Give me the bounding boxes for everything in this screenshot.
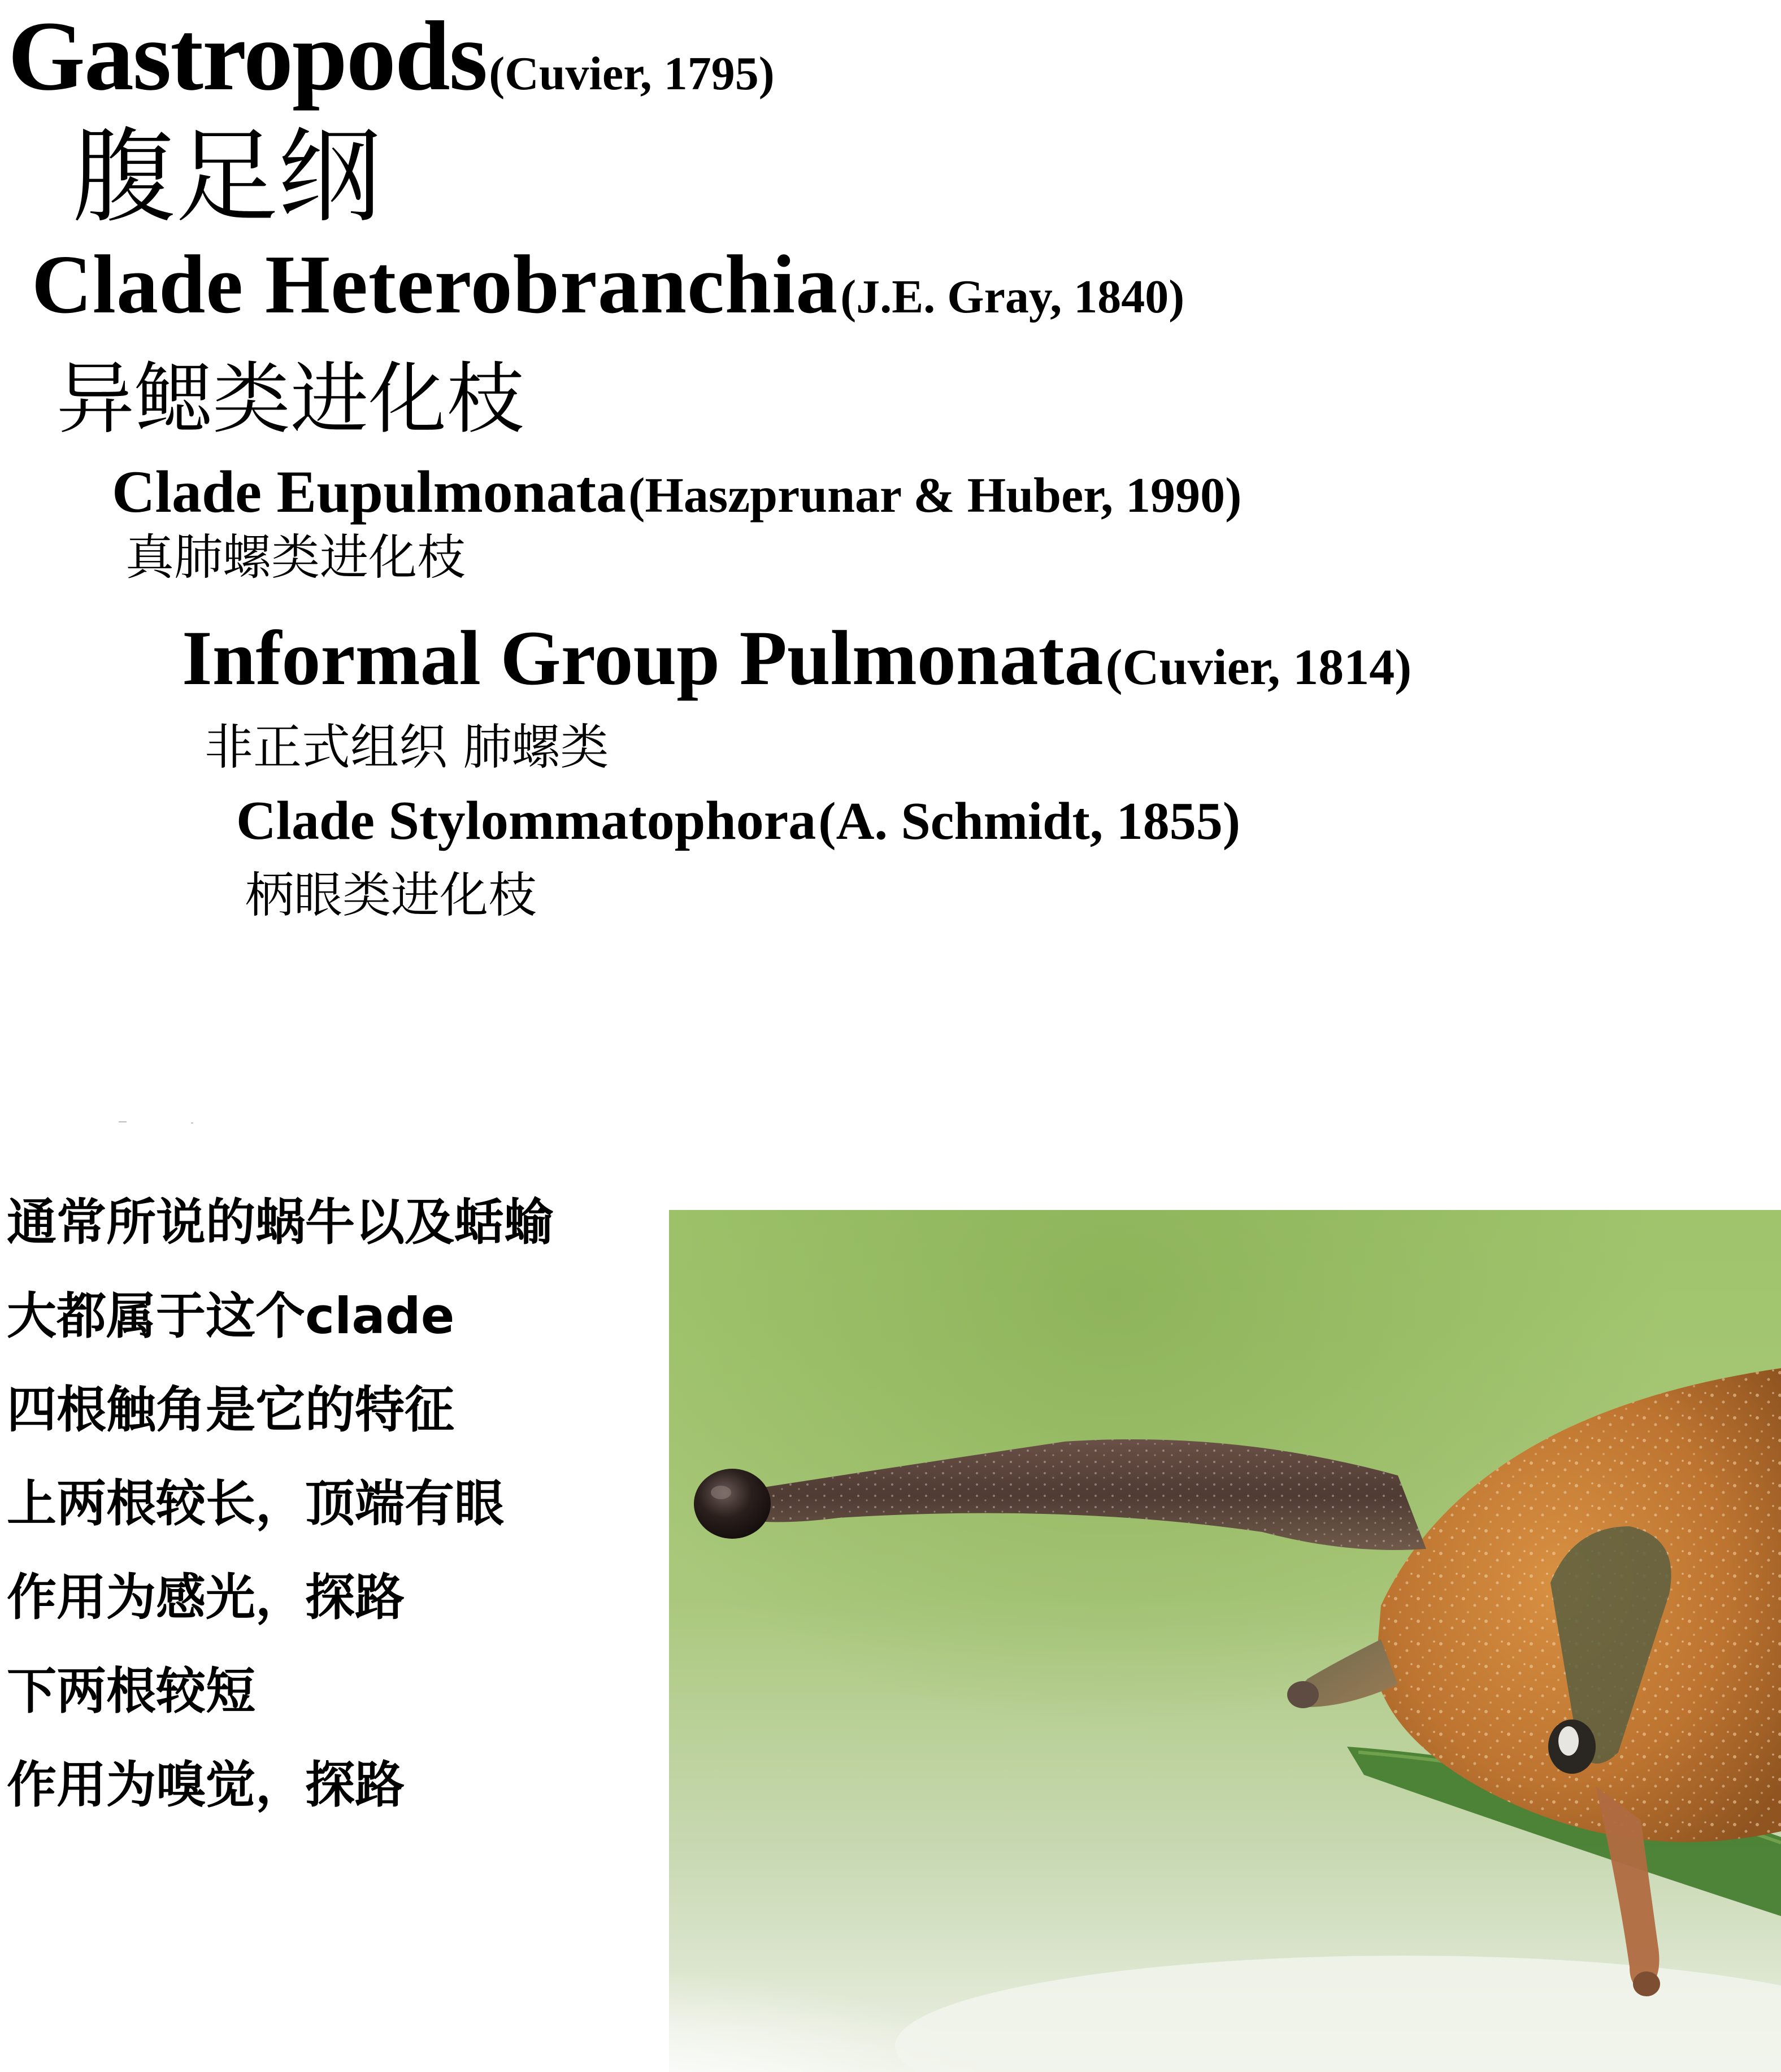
- note-line: 上两根较长，顶端有眼: [7, 1474, 505, 1533]
- snail-illustration: [669, 1210, 1781, 2072]
- taxon-authority: (Haszprunar & Huber, 1990): [628, 468, 1242, 523]
- taxon-name: Clade Stylommatophora: [236, 790, 816, 851]
- note-line: 作用为嗅觉，探路: [7, 1756, 405, 1814]
- note-line: 下两根较短: [7, 1662, 256, 1720]
- taxon-stylommatophora: [236, 790, 1241, 851]
- notes-list: [7, 1193, 657, 1854]
- taxon-chinese-heterobranchia: 异鳃类进化枝: [57, 354, 525, 445]
- taxon-authority: (A. Schmidt, 1855): [818, 792, 1241, 851]
- note-line: 大都属于这个clade: [7, 1287, 455, 1345]
- taxon-heterobranchia: [32, 238, 1185, 331]
- taxon-gastropods: [8, 1, 775, 111]
- divider-speck: [119, 1121, 127, 1122]
- divider-speck: [191, 1122, 193, 1124]
- taxon-chinese-pulmonata: 非正式组织 肺螺类: [205, 719, 609, 776]
- note-line: 通常所说的蜗牛以及蛞蝓: [7, 1193, 554, 1251]
- taxon-name: Informal Group Pulmonata: [182, 615, 1104, 701]
- taxon-pulmonata: [182, 615, 1412, 701]
- taxon-name: Clade Heterobranchia: [32, 238, 839, 331]
- taxon-chinese-gastropods: 腹足纲: [72, 117, 381, 237]
- taxon-chinese-eupulmonata: 真肺螺类进化枝: [125, 529, 466, 586]
- taxon-authority: (Cuvier, 1795): [489, 47, 775, 100]
- note-line: 四根触角是它的特征: [7, 1381, 455, 1439]
- taxon-authority: (J.E. Gray, 1840): [840, 271, 1185, 323]
- taxon-name: Clade Eupulmonata: [112, 459, 627, 525]
- snail-photo: [669, 1210, 1781, 2072]
- taxon-authority: (Cuvier, 1814): [1105, 639, 1412, 695]
- taxon-name: Gastropods: [8, 1, 487, 111]
- note-line: 作用为感光，探路: [7, 1568, 405, 1626]
- taxon-eupulmonata: [112, 459, 1242, 525]
- taxon-chinese-stylommatophora: 柄眼类进化枝: [245, 867, 537, 924]
